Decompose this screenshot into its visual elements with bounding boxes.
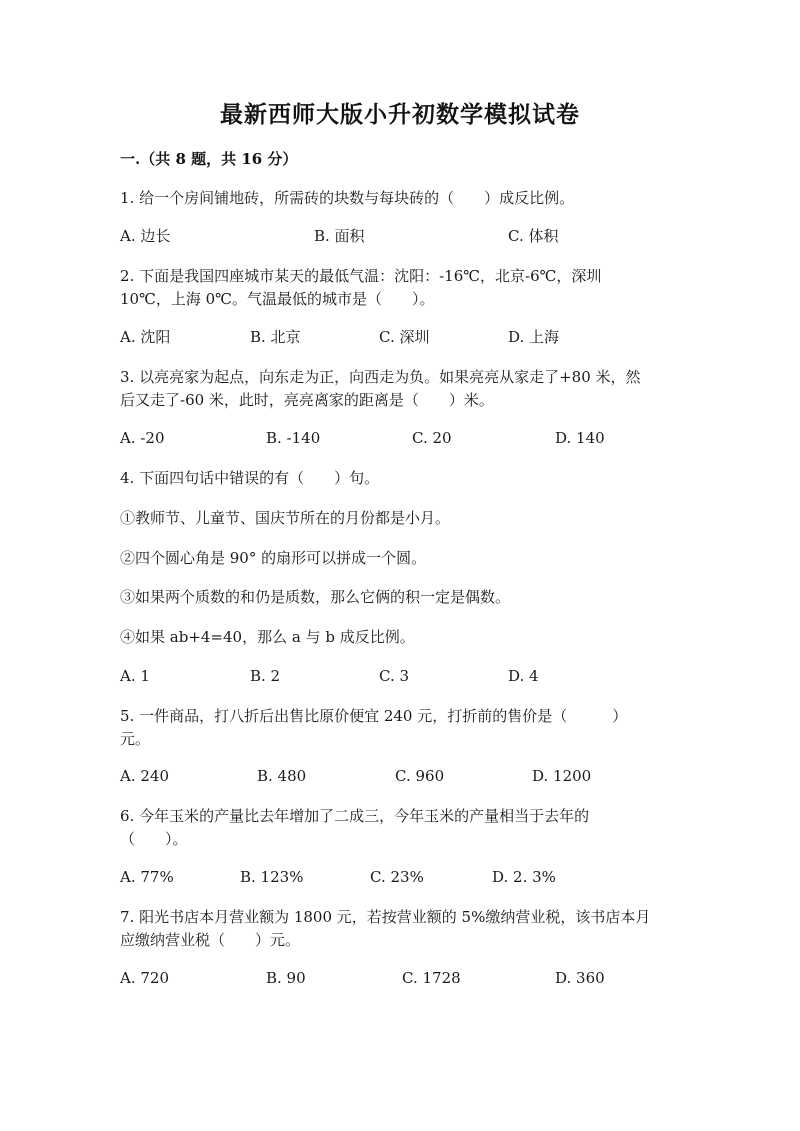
question-4-statement-3: ③如果两个质数的和仍是质数，那么它俩的积一定是偶数。 — [120, 588, 511, 606]
option-a: A. -20 — [120, 429, 165, 447]
option-c: C. 深圳 — [379, 328, 430, 346]
question-4-statement-1: ①教师节、儿童节、国庆节所在的月份都是小月。 — [120, 509, 451, 527]
option-c: C. 1728 — [402, 969, 461, 987]
page-title: 最新西师大版小升初数学模拟试卷 — [220, 101, 580, 128]
question-2-text-line-1: 2. 下面是我国四座城市某天的最低气温：沈阳：-16℃，北京-6℃，深圳 — [120, 267, 602, 285]
option-d: D. 4 — [508, 667, 539, 685]
question-1-options — [120, 224, 680, 248]
option-b: B. 123% — [240, 868, 304, 886]
question-7-text-line-1: 7. 阳光书店本月营业额为 1800 元，若按营业额的 5%缴纳营业税，该书店本月 — [120, 908, 651, 926]
question-4-statement-4: ④如果 ab+4=40，那么 a 与 b 成反比例。 — [120, 628, 415, 646]
option-a: A. 边长 — [120, 227, 171, 245]
option-a: A. 77% — [120, 868, 174, 886]
option-d: D. 1200 — [532, 767, 592, 785]
option-a: A. 1 — [120, 667, 150, 685]
option-b: B. 北京 — [250, 328, 301, 346]
question-6-options — [120, 865, 680, 889]
option-c: C. 3 — [379, 667, 410, 685]
option-b: B. 面积 — [314, 227, 365, 245]
question-7-text-line-2: 应缴纳营业税（ ）元。 — [120, 931, 301, 949]
option-b: B. -140 — [266, 429, 321, 447]
option-d: D. 上海 — [508, 328, 560, 346]
question-5-options — [120, 764, 680, 788]
question-3-text-line-2: 后又走了-60 米，此时，亮亮离家的距离是（ ）米。 — [120, 391, 494, 409]
question-7-options — [120, 966, 680, 990]
question-4-text: 4. 下面四句话中错误的有（ ）句。 — [120, 469, 380, 487]
question-4-options — [120, 664, 680, 688]
question-3-options — [120, 426, 680, 450]
question-1-text: 1. 给一个房间铺地砖，所需砖的块数与每块砖的（ ）成反比例。 — [120, 189, 575, 207]
question-4-statement-2: ②四个圆心角是 90° 的扇形可以拼成一个圆。 — [120, 549, 427, 567]
option-a: A. 240 — [120, 767, 169, 785]
option-a: A. 720 — [120, 969, 169, 987]
option-b: B. 90 — [266, 969, 306, 987]
option-c: C. 20 — [412, 429, 452, 447]
option-a: A. 沈阳 — [120, 328, 171, 346]
option-c: C. 960 — [395, 767, 445, 785]
section-heading: 一.（共 8 题，共 16 分） — [120, 150, 298, 168]
option-c: C. 体积 — [508, 227, 559, 245]
question-2-options — [120, 325, 680, 349]
question-5-text-line-2: 元。 — [120, 730, 151, 748]
question-5-text-line-1: 5. 一件商品，打八折后出售比原价便宜 240 元，打折前的售价是（ ） — [120, 707, 628, 725]
option-d: D. 360 — [555, 969, 605, 987]
option-d: D. 2. 3% — [492, 868, 556, 886]
question-2-text-line-2: 10℃，上海 0℃。气温最低的城市是（ ）。 — [120, 290, 435, 308]
option-d: D. 140 — [555, 429, 605, 447]
question-3-text-line-1: 3. 以亮亮家为起点，向东走为正，向西走为负。如果亮亮从家走了+80 米，然 — [120, 368, 641, 386]
option-b: B. 2 — [250, 667, 281, 685]
question-6-text-line-2: （ ）。 — [120, 830, 188, 848]
option-c: C. 23% — [370, 868, 424, 886]
question-6-text-line-1: 6. 今年玉米的产量比去年增加了二成三，今年玉米的产量相当于去年的 — [120, 807, 590, 825]
option-b: B. 480 — [257, 767, 307, 785]
